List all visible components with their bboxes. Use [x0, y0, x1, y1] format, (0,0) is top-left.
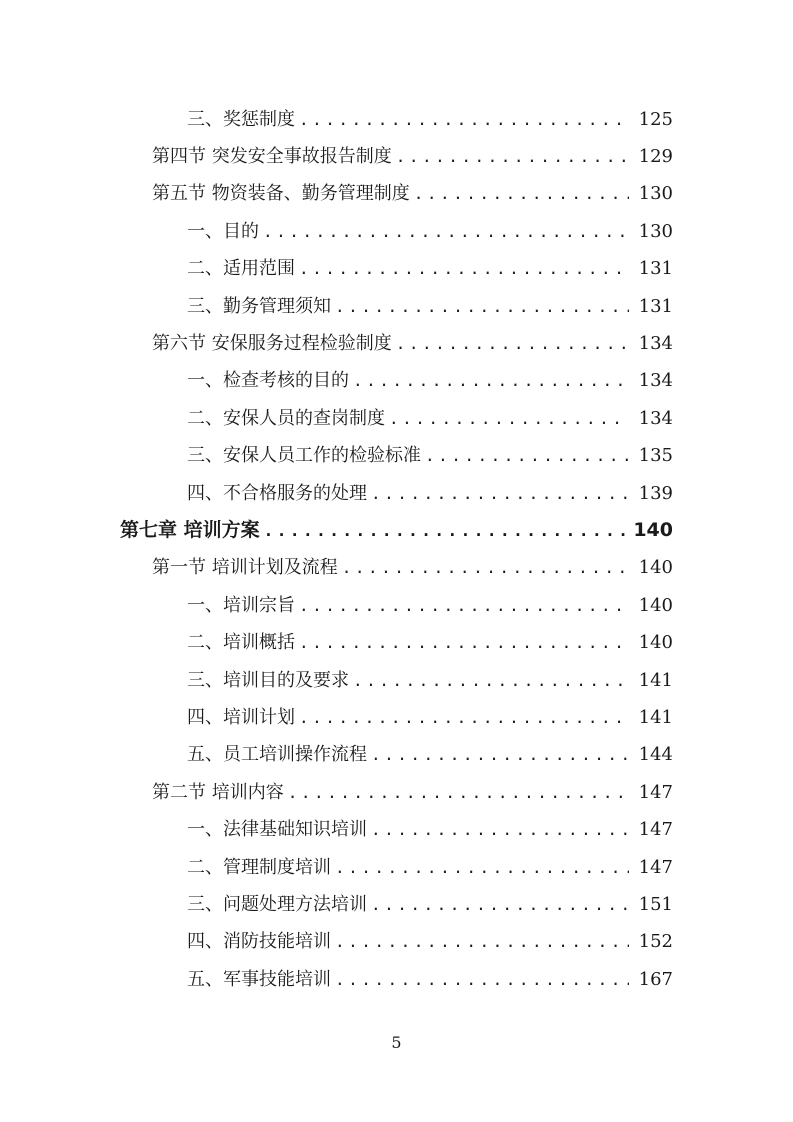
toc-entry[interactable]: [0, 886, 673, 923]
toc-entry-page: 131: [638, 258, 673, 280]
toc-entry-page: 167: [638, 968, 673, 990]
toc-entry-title: 四、培训计划: [187, 706, 295, 728]
toc-dot-leader: [371, 896, 629, 914]
toc-entry[interactable]: [0, 774, 673, 811]
toc-entry[interactable]: [0, 849, 673, 886]
toc-dot-leader: [288, 784, 629, 802]
toc-entry[interactable]: [0, 475, 673, 512]
toc-chapter-title: 第七章 培训方案: [120, 519, 260, 542]
toc-dot-leader: [371, 821, 629, 839]
toc-entry-title: 二、培训概括: [187, 632, 295, 654]
toc-entry-title: 第六节 安保服务过程检验制度: [152, 333, 392, 355]
toc-entry-title: 三、安保人员工作的检验标准: [187, 445, 421, 467]
toc-dot-leader: [335, 971, 629, 989]
toc-entry-page: 141: [638, 669, 673, 691]
toc-entry-page: 141: [638, 706, 673, 728]
toc-entry-page: 151: [638, 893, 673, 915]
toc-entry-title: 五、军事技能培训: [187, 968, 331, 990]
toc-entry-title: 四、不合格服务的处理: [187, 482, 367, 504]
toc-entry-title: 二、安保人员的查岗制度: [187, 407, 385, 429]
toc-dot-leader: [299, 597, 629, 615]
toc-entry-page: 140: [638, 557, 673, 579]
table-of-contents: [0, 101, 793, 998]
toc-dot-leader: [353, 672, 629, 690]
toc-entry-page: 125: [638, 108, 673, 130]
toc-entry-page: 140: [638, 632, 673, 654]
toc-entry-page: 130: [638, 220, 673, 242]
toc-dot-leader: [342, 559, 629, 577]
toc-entry[interactable]: [0, 138, 673, 175]
toc-dot-leader: [371, 485, 629, 503]
toc-entry-title: 第四节 突发安全事故报告制度: [152, 146, 392, 168]
toc-dot-leader: [335, 298, 629, 316]
toc-entry-page: 134: [638, 333, 673, 355]
toc-entry-page: 131: [638, 295, 673, 317]
toc-entry[interactable]: [0, 737, 673, 774]
toc-dot-leader: [264, 522, 629, 540]
toc-entry[interactable]: [0, 624, 673, 661]
toc-entry[interactable]: [0, 438, 673, 475]
toc-entry-title: 一、培训宗旨: [187, 594, 295, 616]
toc-entry-page: 152: [638, 931, 673, 953]
toc-entry-title: 五、员工培训操作流程: [187, 744, 367, 766]
toc-entry-page: 130: [638, 183, 673, 205]
toc-dot-leader: [371, 746, 629, 764]
toc-dot-leader: [299, 260, 629, 278]
toc-entry[interactable]: [0, 400, 673, 437]
toc-dot-leader: [299, 111, 629, 129]
toc-entry-title: 一、法律基础知识培训: [187, 819, 367, 841]
page-number: 5: [391, 1033, 402, 1052]
toc-entry-title: 第五节 物资装备、勤务管理制度: [152, 183, 410, 205]
toc-entry-title: 一、检查考核的目的: [187, 370, 349, 392]
toc-entry[interactable]: [0, 961, 673, 998]
toc-dot-leader: [389, 410, 629, 428]
toc-dot-leader: [335, 933, 629, 951]
toc-dot-leader: [396, 335, 629, 353]
toc-entry-title: 第一节 培训计划及流程: [152, 557, 338, 579]
toc-entry-page: 129: [638, 146, 673, 168]
toc-entry-page: 134: [638, 407, 673, 429]
toc-entry[interactable]: [0, 699, 673, 736]
toc-entry-page: 147: [638, 819, 673, 841]
toc-entry-page: 144: [638, 744, 673, 766]
toc-entry[interactable]: [0, 363, 673, 400]
toc-entry[interactable]: [0, 251, 673, 288]
toc-entry[interactable]: [0, 924, 673, 961]
toc-entry-page: 147: [638, 781, 673, 803]
toc-entry-title: 三、勤务管理须知: [187, 295, 331, 317]
toc-dot-leader: [263, 223, 629, 241]
toc-entry[interactable]: [0, 550, 673, 587]
toc-entry-page: 134: [638, 370, 673, 392]
toc-entry-title: 二、适用范围: [187, 258, 295, 280]
toc-entry-title: 四、消防技能培训: [187, 931, 331, 953]
toc-dot-leader: [396, 148, 629, 166]
toc-dot-leader: [414, 185, 629, 203]
toc-entry-title: 二、管理制度培训: [187, 856, 331, 878]
toc-entry-title: 第二节 培训内容: [152, 781, 284, 803]
toc-entry[interactable]: [0, 811, 673, 848]
toc-entry-page: 140: [633, 519, 673, 542]
toc-entry[interactable]: [0, 176, 673, 213]
toc-entry-title: 一、目的: [187, 220, 259, 242]
toc-dot-leader: [335, 859, 629, 877]
toc-entry[interactable]: [0, 101, 673, 138]
toc-entry-page: 139: [638, 482, 673, 504]
toc-chapter-entry[interactable]: [0, 512, 673, 549]
toc-dot-leader: [299, 634, 629, 652]
toc-entry[interactable]: [0, 325, 673, 362]
toc-dot-leader: [425, 447, 629, 465]
toc-entry[interactable]: [0, 288, 673, 325]
toc-entry[interactable]: [0, 587, 673, 624]
toc-dot-leader: [353, 372, 629, 390]
toc-entry-page: 135: [638, 445, 673, 467]
toc-entry-page: 147: [638, 856, 673, 878]
toc-dot-leader: [299, 709, 629, 727]
toc-entry[interactable]: [0, 662, 673, 699]
toc-entry-title: 三、培训目的及要求: [187, 669, 349, 691]
toc-entry-page: 140: [638, 594, 673, 616]
toc-entry-title: 三、问题处理方法培训: [187, 893, 367, 915]
toc-entry-title: 三、奖惩制度: [187, 108, 295, 130]
toc-entry[interactable]: [0, 213, 673, 250]
